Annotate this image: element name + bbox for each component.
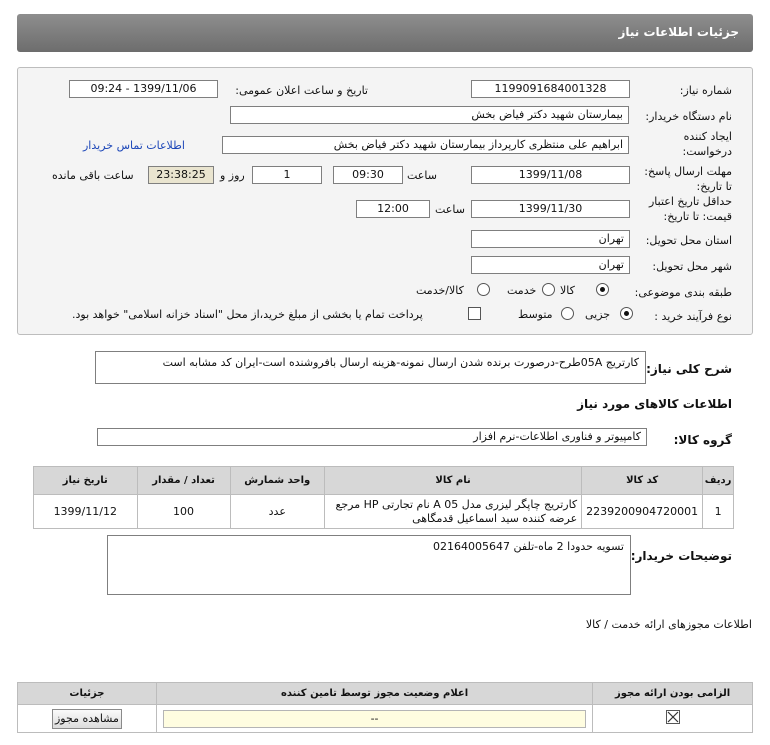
buyer-org-label: نام دستگاه خریدار: — [645, 110, 732, 123]
treasury-payment-note: پرداخت تمام یا بخشی از مبلغ خرید،از محل "اسناد خزانه اسلامی" خواهد بود. — [72, 308, 423, 321]
province-label: استان محل تحویل: — [645, 234, 732, 247]
remaining-time-field: 23:38:25 — [148, 166, 214, 184]
category-radio-service[interactable] — [542, 283, 555, 296]
category-radio-goods[interactable] — [596, 283, 609, 296]
col-permit-details: جزئیات — [18, 683, 157, 705]
goods-group-label: گروه کالا: — [673, 433, 732, 447]
summary-text: کارتریج 05Aطرح-درصورت برنده شدن ارسال نمونه-هزینه ارسال بافروشنده است-ایران کد مشابه است — [162, 356, 639, 369]
category-option-goods-service: کالا/خدمت — [416, 284, 464, 297]
deadline-time-field: 09:30 — [333, 166, 403, 184]
need-number-field: 1199091684001328 — [471, 80, 630, 98]
goods-group-field: کامپیوتر و فناوری اطلاعات-نرم افزار — [97, 428, 647, 446]
remaining-time-label: ساعت باقی مانده — [52, 169, 134, 182]
view-permit-button[interactable]: مشاهده مجوز — [52, 709, 122, 729]
days-label: روز و — [220, 169, 245, 182]
treasury-payment-checkbox[interactable] — [468, 307, 481, 320]
city-label: شهر محل تحویل: — [652, 260, 732, 273]
process-option-medium: متوسط — [518, 308, 553, 321]
city-field: تهران — [471, 256, 630, 274]
validity-time-field: 12:00 — [356, 200, 430, 218]
cell-qty: 100 — [137, 495, 230, 529]
cell-row: 1 — [703, 495, 734, 529]
summary-box — [95, 351, 646, 384]
cell-permit-required — [593, 705, 753, 733]
deadline-label-line1: مهلت ارسال پاسخ: — [644, 165, 732, 178]
validity-date-field: 1399/11/30 — [471, 200, 630, 218]
deadline-label-line2: تا تاریخ: — [696, 180, 732, 193]
announce-date-field: 1399/11/06 - 09:24 — [69, 80, 218, 98]
process-label: نوع فرآیند خرید : — [654, 310, 732, 323]
validity-label-line1: حداقل تاریخ اعتبار — [648, 195, 732, 208]
category-radio-goods-service[interactable] — [477, 283, 490, 296]
validity-label-line2: قیمت: تا تاریخ: — [663, 210, 732, 223]
cell-permit-status — [156, 705, 592, 733]
checked-box-icon — [666, 710, 680, 727]
deadline-date-field: 1399/11/08 — [471, 166, 630, 184]
table-row — [18, 705, 753, 733]
cell-date: 1399/11/12 — [34, 495, 138, 529]
col-permit-status: اعلام وضعیت مجوز توسط تامین کننده — [156, 683, 592, 705]
category-label: طبقه بندی موضوعی: — [634, 286, 732, 299]
process-option-minor: جزیی — [585, 308, 611, 321]
permits-table-header — [18, 683, 753, 705]
buyer-org-field: بیمارستان شهید دکتر فیاض بخش — [230, 106, 629, 124]
table-row — [34, 495, 734, 529]
province-field: تهران — [471, 230, 630, 248]
col-name: نام کالا — [325, 467, 582, 495]
col-permit-required: الزامی بودن ارائه مجوز — [593, 683, 753, 705]
cell-permit-details — [18, 705, 157, 733]
deadline-time-label: ساعت — [407, 169, 437, 182]
col-row: ردیف — [703, 467, 734, 495]
creator-label-line2: درخواست: — [682, 145, 732, 158]
cell-unit: عدد — [230, 495, 324, 529]
buyer-notes-label: توضیحات خریدار: — [630, 549, 732, 563]
validity-time-label: ساعت — [435, 203, 465, 216]
permits-section-title: اطلاعات مجوزهای ارائه خدمت / کالا — [585, 618, 752, 631]
cell-code: 2239200904720001 — [582, 495, 703, 529]
category-option-service: خدمت — [507, 284, 537, 297]
creator-field: ابراهیم علی منتظری کارپرداز بیمارستان شهید دکتر فیاض بخش — [222, 136, 629, 154]
days-remaining-field: 1 — [252, 166, 322, 184]
summary-label: شرح کلی نیاز: — [646, 362, 732, 376]
cell-name: کارتریج چاپگر لیزری مدل A 05 نام تجارتی HP مرجع عرضه کننده سید اسماعیل قدمگاهی — [325, 495, 582, 529]
process-radio-medium[interactable] — [561, 307, 574, 320]
goods-table-header — [34, 467, 734, 495]
col-qty: تعداد / مقدار — [137, 467, 230, 495]
need-number-label: شماره نیاز: — [679, 84, 732, 97]
creator-label-line1: ایجاد کننده — [683, 130, 732, 143]
process-radio-minor[interactable] — [620, 307, 633, 320]
permit-status-field: -- — [163, 710, 586, 728]
buyer-contact-link[interactable]: اطلاعات تماس خریدار — [83, 139, 185, 152]
buyer-notes-box — [107, 535, 631, 595]
col-date: تاریخ نیاز — [34, 467, 138, 495]
buyer-notes-text: تسویه حدودا 2 ماه-تلفن 02164005647 — [433, 540, 624, 553]
permits-table — [17, 682, 753, 733]
page-header — [17, 14, 753, 52]
page-title: جزئیات اطلاعات نیاز — [618, 25, 739, 39]
goods-table — [33, 466, 734, 529]
category-option-goods: کالا — [560, 284, 575, 297]
col-unit: واحد شمارش — [230, 467, 324, 495]
goods-section-title: اطلاعات کالاهای مورد نیاز — [577, 397, 732, 411]
announce-date-label: تاریخ و ساعت اعلان عمومی: — [235, 84, 368, 97]
col-code: کد کالا — [582, 467, 703, 495]
